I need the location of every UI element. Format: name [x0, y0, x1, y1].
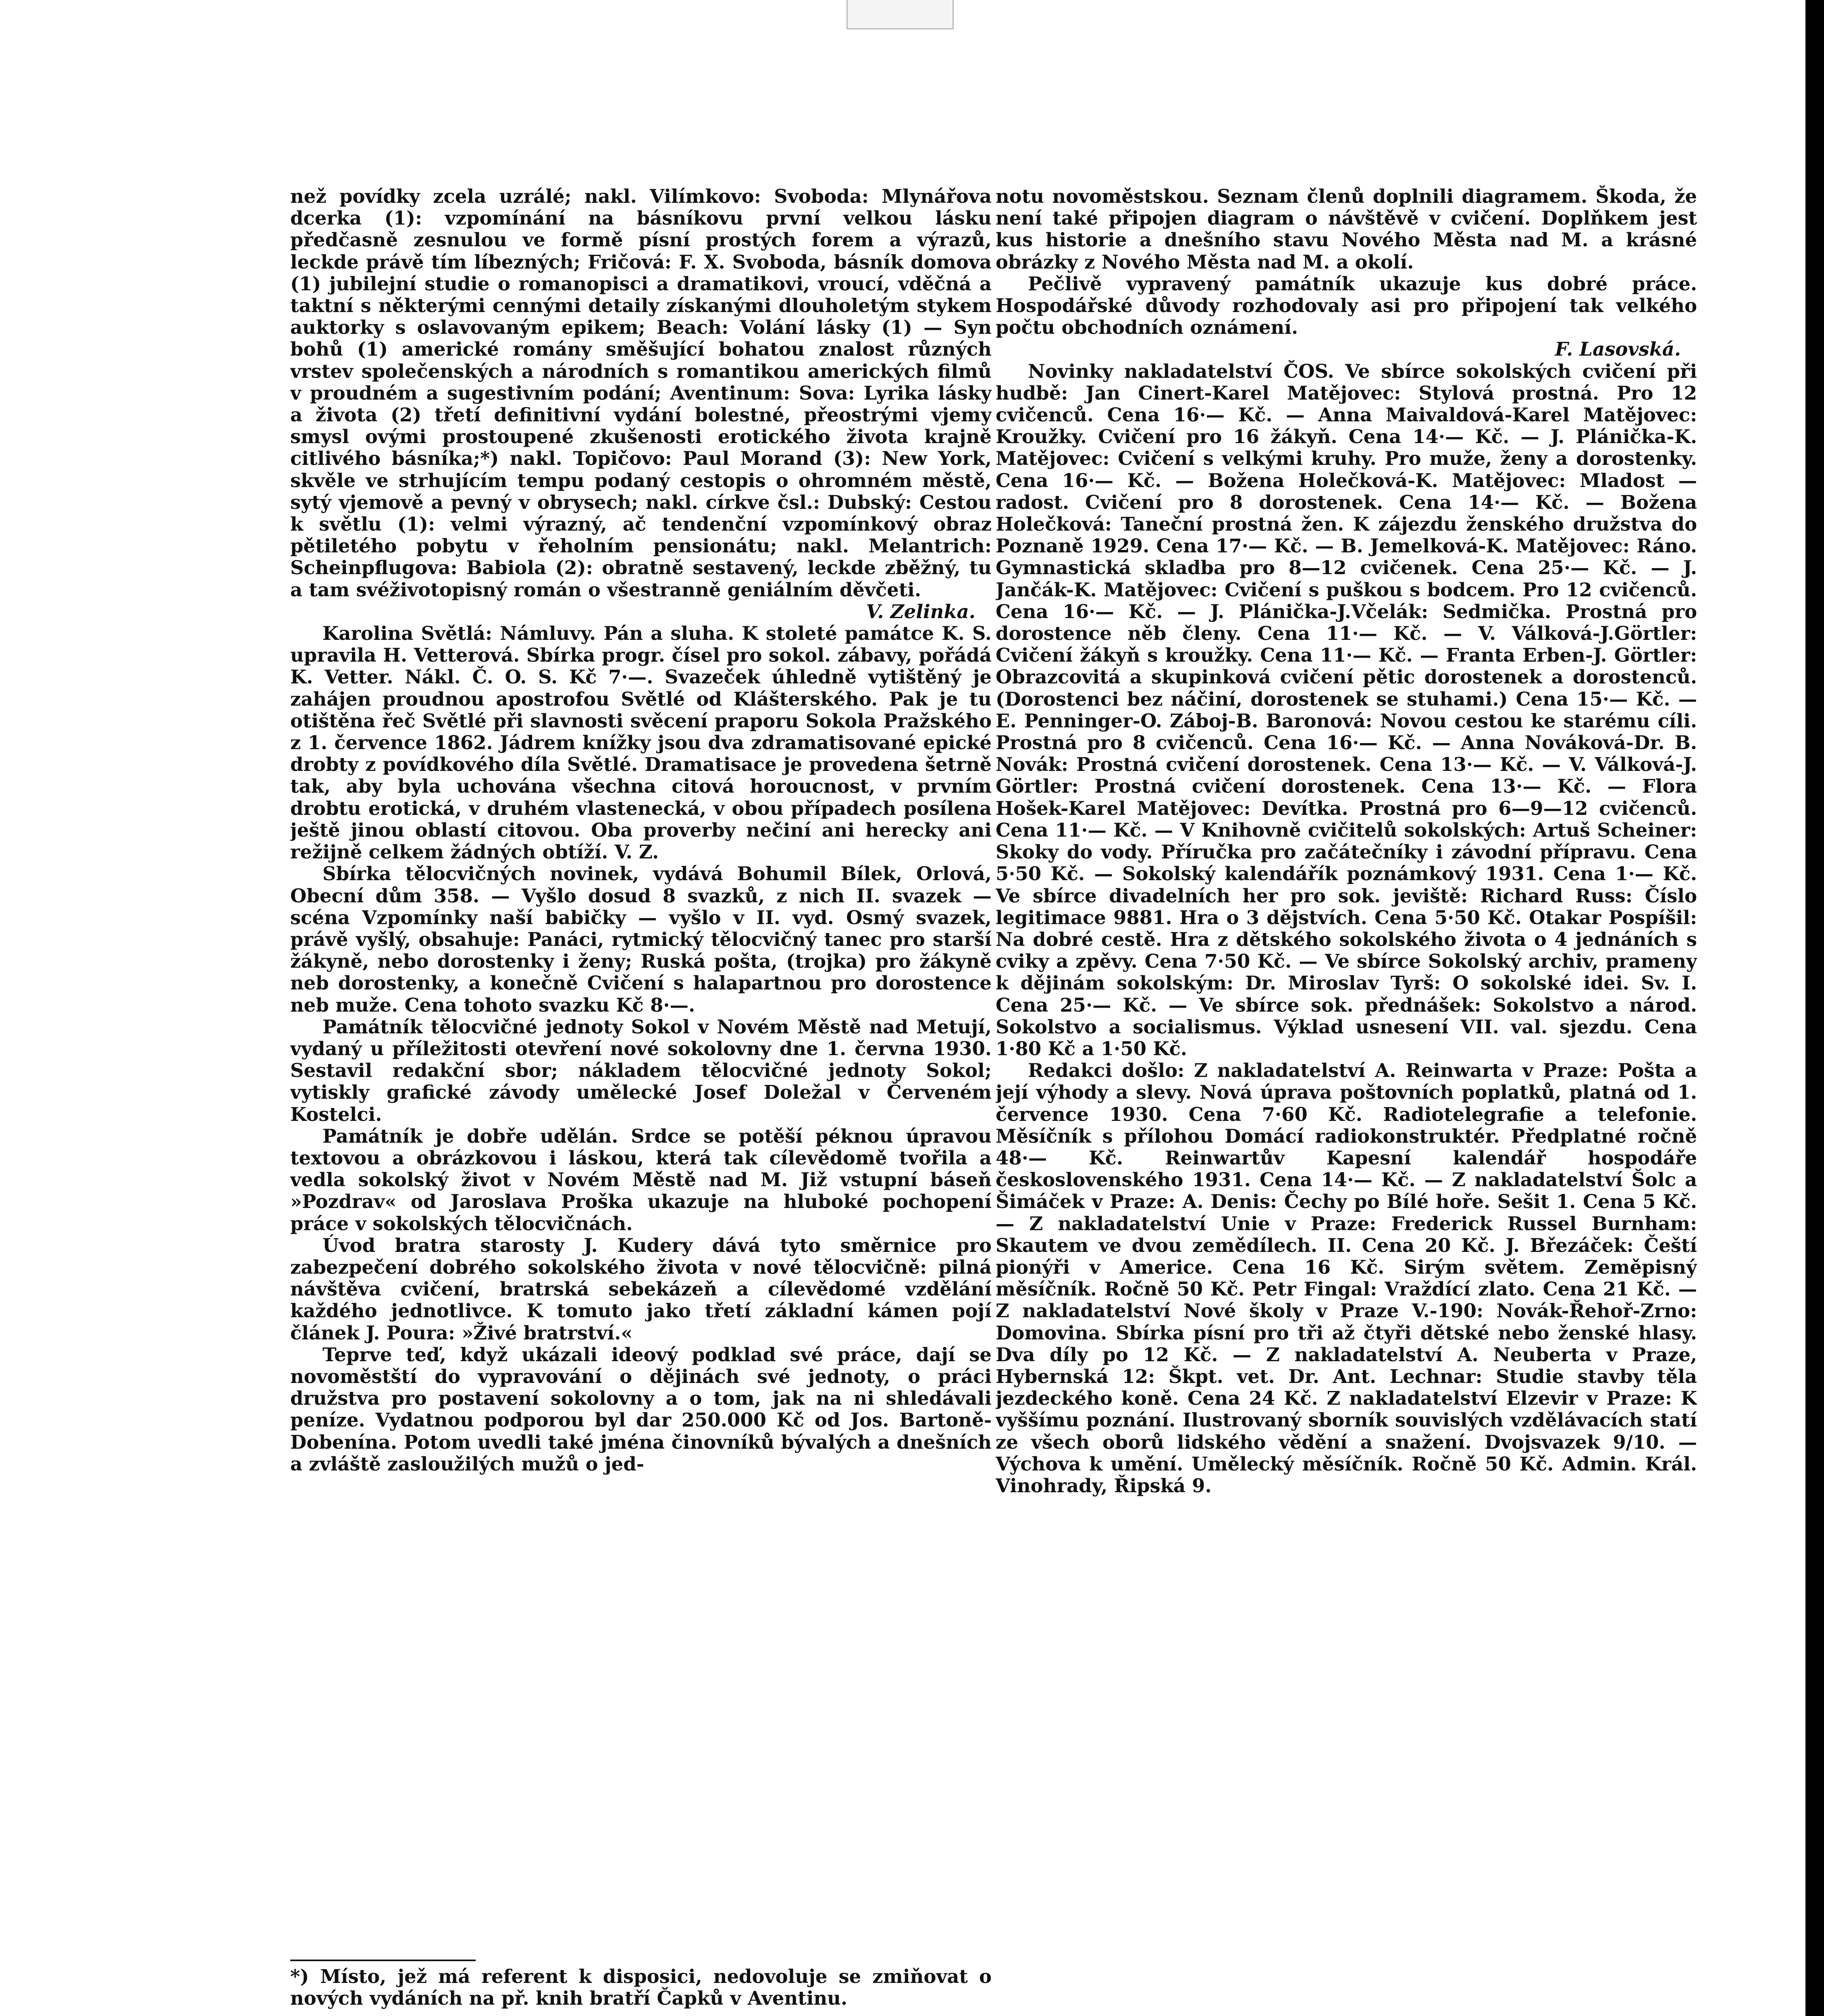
binding-tab [846, 0, 954, 29]
paragraph: Památník je dobře udělán. Srdce se potěší péknou úpravou textovou a obrázkovou i láskou, která tak cílevědomě tvořila a vedla sokolský život v Novém Městě nad M. Již vstupní báseň »Pozdrav« od Jaroslava Proška ukazuje na hluboké pochopení práce v sokolských tělocvičnách. [290, 1125, 992, 1235]
paragraph: než povídky zcela uzrálé; nakl. Vilímkovo: Svoboda: Mlynářova dcerka (1): vzpomínání na básníkovu první velkou lásku předčasně zesnulou ve formě písní prostých forem a výrazů, leckde právě tím líbezných; Fričová: F. X. Svoboda, básník domova (1) jubilejní studie o romanopisci a dramatikovi, vroucí, vděčná a taktní s některými cennými detaily získanými dlouholetým stykem auktorky s oslavovaným epikem; Beach: Volání lásky (1) — Syn bohů (1) americké romány směšující bohatou znalost různých vrstev společenských a národních s romantikou amerických filmů v proudném a sugestivním podání; Aventinum: Sova: Lyrika lásky a života (2) třetí definitivní vydání bolestné, přeostrými vjemy smysl ovými prostoupené zkušenosti erotického života krajně citlivého básníka;*) nakl. Topičovo: Paul Morand (3): New York, skvěle ve strhujícím tempu podaný cestopis o ohromném městě, sytý vjemově a pevný v obrysech; nakl. církve čsl.: Dubský: Cestou k světlu (1): velmi výrazný, ač tendenční vzpomínkový obraz pětiletého pobytu v řeholním pensionátu; nakl. Melantrich: Scheinpflugova: Babiola (2): obratně sestavený, leckde zběžný, tu a tam svéživotopisný román o všestranně geniálním děvčeti. [290, 185, 992, 601]
paragraph: Památník tělocvičné jednoty Sokol v Novém Městě nad Metují, vydaný u příležitosti otevření nové sokolovny dne 1. června 1930. Sestavil redakční sbor; nákladem tělocvičné jednoty Sokol; vytiskly grafické závody umělecké Josef Doležal v Červeném Kostelci. [290, 1015, 992, 1125]
right-column [996, 185, 1697, 2016]
left-column [290, 185, 992, 2016]
paragraph: Novinky nakladatelství ČOS. Ve sbírce sokolských cvičení při hudbě: Jan Cinert-Karel Matějovec: Stylová prostná. Pro 12 cvičenců. Cena 16·— Kč. — Anna Maivaldová-Karel Matějovec: Kroužky. Cvičení pro 16 žákyň. Cena 14·— Kč. — J. Plánička-K. Matějovec: Cvičení s velkými kruhy. Pro muže, ženy a dorostenky. Cena 16·— Kč. — Božena Holečková-K. Matějovec: Mladost — radost. Cvičení pro 8 dorostenek. Cena 14·— Kč. — Božena Holečková: Taneční prostná žen. K zájezdu ženského družstva do Poznaně 1929. Cena 17·— Kč. — B. Jemelková-K. Matějovec: Ráno. Gymnastická skladba pro 8—12 cvičenek. Cena 25·— Kč. — J. Jančák-K. Matějovec: Cvičení s puškou s bodcem. Pro 12 cvičenců. Cena 16·— Kč. — J. Plánička-J.Včelák: Sedmička. Prostná pro dorostence něb členy. Cena 11·— Kč. — V. Válková-J.Görtler: Cvičení žákyň s kroužky. Cena 11·— Kč. — Franta Erben-J. Görtler: Obrazcovitá a skupinková cvičení pětic dorostenek a dorostenců. (Dorostenci bez náčiní, dorostenek se stuhami.) Cena 15·— Kč. — E. Penninger-O. Záboj-B. Baronová: Novou cestou ke starému cíli. Prostná pro 8 cvičenců. Cena 16·— Kč. — Anna Nováková-Dr. B. Novák: Prostná cvičení dorostenek. Cena 13·— Kč. — V. Válková-J. Görtler: Prostná cvičení dorostenek. Cena 13·— Kč. — Flora Hošek-Karel Matějovec: Devítka. Prostná pro 6—9—12 cvičenců. Cena 11·— Kč. — V Knihovně cvičitelů sokolských: Artuš Scheiner: Skoky do vody. Příručka pro začátečníky i závodní přípravu. Cena 5·50 Kč. — Sokolský kalendářík poznámkový 1931. Cena 1·— Kč. Ve sbírce divadelních her pro sok. jeviště: Richard Russ: Číslo legitimace 9881. Hra o 3 dějstvích. Cena 5·50 Kč. Otakar Pospíšil: Na dobré cestě. Hra z dětského sokolského života o 4 jednáních s cviky a zpěvy. Cena 7·50 Kč. — Ve sbírce Sokolský archiv, prameny k dějinám sokolským: Dr. Miroslav Tyrš: O sokolské idei. Sv. I. Cena 25·— Kč. — Ve sbírce sok. přednášek: Sokolstvo a národ. Sokolstvo a socialismus. Výklad usnesení VII. val. sjezdu. Cena 1·80 Kč a 1·50 Kč. [996, 360, 1697, 1060]
paragraph: Karolina Světlá: Námluvy. Pán a sluha. K stoleté památce K. S. upravila H. Vetterová. Sbírka progr. čísel pro sokol. zábavy, pořádá K. Vetter. Nákl. Č. O. S. Kč 7·—. Svazeček úhledně vytištěný je zahájen proudnou apostrofou Světlé od Klášterského. Pak je tu otištěna řeč Světlé při slavnosti svěcení praporu Sokola Pražského z 1. července 1862. Jádrem knížky jsou dva zdramatisované epické drobty z povídkového díla Světlé. Dramatisace je provedena šetrně tak, aby byla uchována všechna citová horoucnost, v prvním drobtu erotická, v druhém vlastenecká, v obou případech posílena ještě jinou oblastí citovou. Oba proverby nečiní ani herecky ani režijně celkem žádných obtíží. V. Z. [290, 622, 992, 863]
paragraph: Teprve teď, když ukázali ideový podklad své práce, dají se novoměstští do vypravování o dějinách své jednoty, o práci družstva pro postavení sokolovny a o tom, jak na ni shledávali peníze. Vydatnou podporou byl dar 250.000 Kč od Jos. Bartoně-Dobenína. Potom uvedli také jména činovníků bývalých a dnešních a zvláště zasloužilých mužů o jed- [290, 1343, 992, 1475]
paragraph: notu novoměstskou. Seznam členů doplnili diagramem. Škoda, že není také připojen diagram o návštěvě v cvičení. Doplňkem jest kus historie a dnešního stavu Nového Města nad M. a krásné obrázky z Nového Města nad M. a okolí. [996, 185, 1697, 273]
paragraph: Pečlivě vypravený památník ukazuje kus dobré práce. Hospodářské důvody rozhodovaly asi pro připojení tak velkého počtu obchodních oznámení. [996, 272, 1697, 339]
paragraph: Sbírka tělocvičných novinek, vydává Bohumil Bílek, Orlová, Obecní dům 358. — Vyšlo dosud 8 svazků, z nich II. svazek — scéna Vzpomínky naší babičky — vyšlo v II. vyd. Osmý svazek, právě vyšlý, obsahuje: Panáci, rytmický tělocvičný tanec pro starší žákyně, nebo dorostenky i ženy; Ruská pošta, (trojka) pro žákyně neb dorostenky, a konečně Cvičení s halapartnou pro dorostence neb muže. Cena tohoto svazku Kč 8·—. [290, 862, 992, 1016]
footnote-rule [290, 1960, 476, 1961]
signature: V. Zelinka. [866, 600, 975, 623]
scan-border [1805, 0, 1824, 2016]
paragraph: Redakci došlo: Z nakladatelství A. Reinwarta v Praze: Pošta a její výhody a slevy. Nová úprava poštovních poplatků, platná od 1. července 1930. Cena 7·60 Kč. Radiotelegrafie a telefonie. Měsíčník s přílohou Domácí radiokonstruktér. Předplatné ročně 48·— Kč. Reinwartův Kapesní kalendář hospodáře československého 1931. Cena 14·— Kč. — Z nakladatelství Šolc a Šimáček v Praze: A. Denis: Čechy po Bílé hoře. Sešit 1. Cena 5 Kč. — Z nakladatelství Unie v Praze: Frederick Russel Burnham: Skautem ve dvou zemědílech. II. Cena 20 Kč. J. Březáček: Čeští pionýři v Americe. Cena 16 Kč. Sirým světem. Zeměpisný měsíčník. Ročně 50 Kč. Petr Fingal: Vraždící zlato. Cena 21 Kč. — Z nakladatelství Nové školy v Praze V.-190: Novák-Řehoř-Zrno: Domovina. Sbírka písní pro tři až čtyři dětské nebo ženské hlasy. Dva díly po 12 Kč. — Z nakladatelství A. Neuberta v Praze, Hybernská 12: Škpt. vet. Dr. Ant. Lechnar: Studie stavby těla jezdeckého koně. Cena 24 Kč. Z nakladatelství Elzevir v Praze: K vyššímu poznání. Ilustrovaný sborník souvislých vzdělávacích statí ze všech oborů lidského vědění a snažení. Dvojsvazek 9/10. — Výchova k umění. Umělecký měsíčník. Ročně 50 Kč. Admin. Král. Vinohrady, Řipská 9. [996, 1059, 1697, 1497]
paragraph: Úvod bratra starosty J. Kudery dává tyto směrnice pro zabezpečení dobrého sokolského života v nové tělocvičně: pilná návštěva cvičení, bratrská sebekázeň a cílevědomé vzdělání každého jednotlivce. K tomuto jako třetí základní kámen pojí článek J. Poura: »Živé bratrství.« [290, 1234, 992, 1344]
footnote: *) Místo, jež má referent k disposici, nedovoluje se zmiňovat o nových vydáních na př. knih bratří Čapků v Aventinu. [290, 1965, 992, 2009]
signature: F. Lasovská. [1555, 338, 1681, 360]
